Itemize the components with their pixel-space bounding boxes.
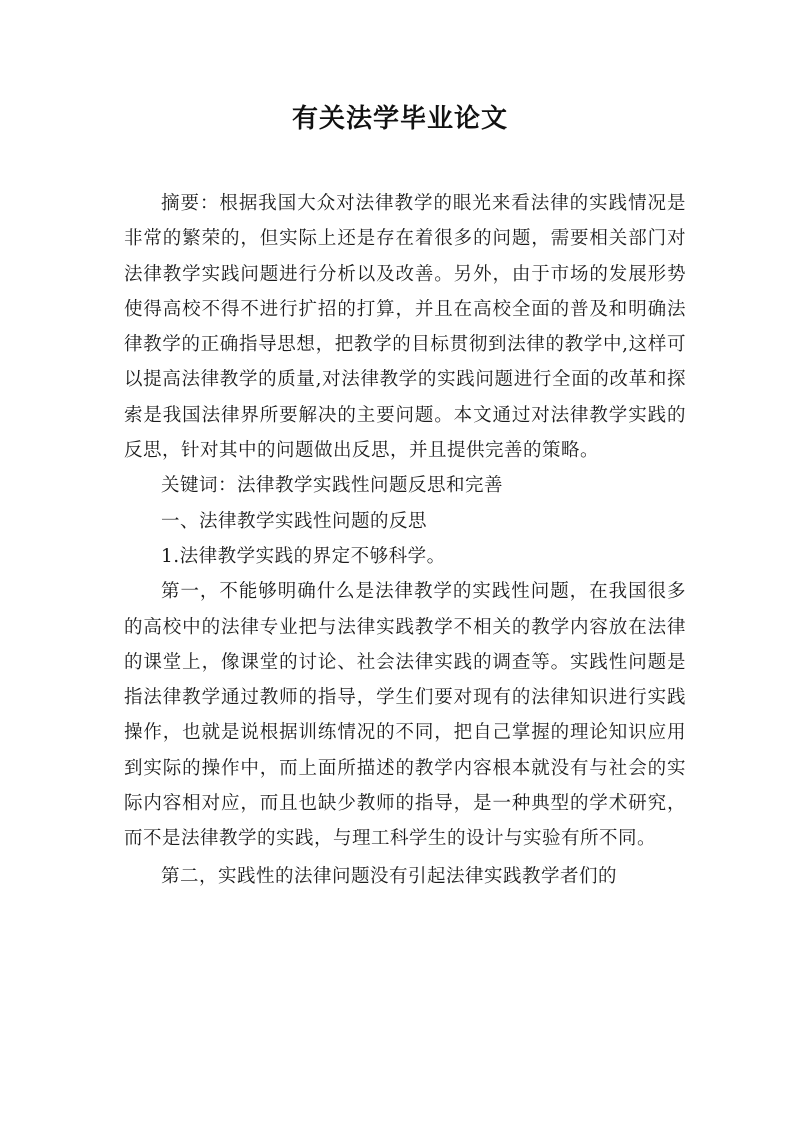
keywords-line: 关键词：法律教学实践性问题反思和完善 bbox=[161, 475, 504, 497]
body-paragraph-1: 第一，不能够明确什么是法律教学的实践性问题，在我国很多的高校中的法律专业把与法律实践教学不相关的教学内容放在法律的课堂上，像课堂的讨论、社会法律实践的调查等。实践性问题是指法律教学通过教师的指导，学生们要对现有的法律知识进行实践操作，也就是说根据训练情况的不同，把自己掌握的理论知识应用到实际的操作中，而上面所描述的教学内容根本就没有与社会的实际内容相对应，而且也缺少教师的指导，是一种典型的学术研究，而不是法律教学的实践，与理工科学生的设计与实验有所不同。 bbox=[124, 581, 686, 850]
section-heading: 一、法律教学实践性问题的反思 bbox=[161, 510, 428, 532]
document-body bbox=[124, 186, 686, 894]
document-title: 有关法学毕业论文 bbox=[291, 104, 508, 134]
body-paragraph-2: 第二，实践性的法律问题没有引起法律实践教学者们的 bbox=[161, 865, 618, 887]
abstract-paragraph: 摘要：根据我国大众对法律教学的眼光来看法律的实践情况是非常的繁荣的，但实际上还是存在着很多的问题，需要相关部门对法律教学实践问题进行分析以及改善。另外，由于市场的发展形势使得高校不得不进行扩招的打算，并且在高校全面的普及和明确法律教学的正确指导思想，把教学的目标贯彻到法律的教学中,这样可以提高法律教学的质量,对法律教学的实践问题进行全面的改革和探索是我国法律界所要解决的主要问题。本文通过对法律教学实践的反思，针对其中的问题做出反思，并且提供完善的策略。 bbox=[124, 193, 686, 462]
subsection-heading: 1.法律教学实践的界定不够科学。 bbox=[161, 545, 446, 567]
